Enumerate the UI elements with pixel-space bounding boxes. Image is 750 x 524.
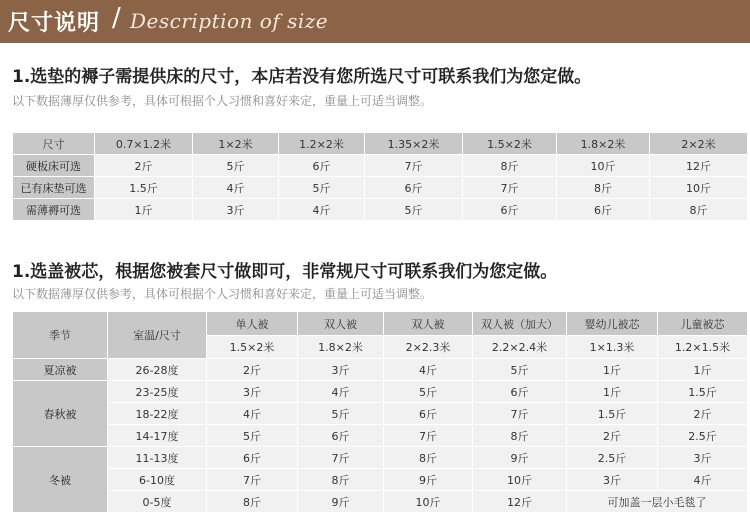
temperature-cell: 26-28度 xyxy=(108,359,207,381)
weight-cell: 6斤 xyxy=(473,381,567,403)
mattress-size-table xyxy=(12,132,748,221)
weight-cell: 1斤 xyxy=(95,199,193,221)
weight-cell: 6斤 xyxy=(384,403,473,425)
season-label: 春秋被 xyxy=(13,381,108,447)
weight-cell: 1斤 xyxy=(658,359,748,381)
table-row xyxy=(13,469,748,491)
weight-cell: 5斤 xyxy=(207,425,298,447)
weight-cell: 3斤 xyxy=(193,199,279,221)
weight-cell: 7斤 xyxy=(298,447,384,469)
weight-cell: 6斤 xyxy=(463,199,557,221)
weight-cell: 6斤 xyxy=(557,199,650,221)
banner-divider: / xyxy=(112,3,121,33)
quilt-size-header: 2×2.3米 xyxy=(384,336,473,359)
row-label: 硬板床可选 xyxy=(13,155,95,177)
quilt-weight-table xyxy=(12,311,748,513)
size-column-header: 0.7×1.2米 xyxy=(95,133,193,155)
temperature-cell: 11-13度 xyxy=(108,447,207,469)
size-column-header: 1.2×2米 xyxy=(279,133,365,155)
weight-cell: 10斤 xyxy=(557,155,650,177)
quilt-type-header: 婴幼儿被芯 xyxy=(567,312,658,336)
weight-cell: 8斤 xyxy=(298,469,384,491)
table-row xyxy=(13,155,748,177)
weight-cell: 2斤 xyxy=(95,155,193,177)
table-header-row xyxy=(13,312,748,336)
weight-cell: 4斤 xyxy=(279,199,365,221)
weight-cell: 8斤 xyxy=(207,491,298,513)
weight-cell: 3斤 xyxy=(658,447,748,469)
weight-cell: 10斤 xyxy=(650,177,748,199)
weight-cell: 7斤 xyxy=(365,155,463,177)
table-row xyxy=(13,199,748,221)
weight-cell: 3斤 xyxy=(207,381,298,403)
temperature-size-header: 室温/尺寸 xyxy=(108,312,207,359)
row-label: 需薄褥可选 xyxy=(13,199,95,221)
weight-cell: 1斤 xyxy=(567,381,658,403)
weight-cell: 4斤 xyxy=(207,403,298,425)
weight-cell: 9斤 xyxy=(384,469,473,491)
weight-cell: 2斤 xyxy=(207,359,298,381)
temperature-cell: 23-25度 xyxy=(108,381,207,403)
weight-cell: 5斤 xyxy=(298,403,384,425)
row-label: 已有床垫可选 xyxy=(13,177,95,199)
weight-cell: 6斤 xyxy=(207,447,298,469)
weight-cell: 4斤 xyxy=(384,359,473,381)
weight-cell: 2.5斤 xyxy=(658,425,748,447)
mattress-note: 以下数据薄厚仅供参考，具体可根据个人习惯和喜好来定，重量上可适当调整。 xyxy=(12,94,433,108)
table-row xyxy=(13,381,748,403)
quilt-type-header: 双人被 xyxy=(298,312,384,336)
weight-cell: 8斤 xyxy=(473,425,567,447)
weight-cell: 5斤 xyxy=(473,359,567,381)
table-row xyxy=(13,447,748,469)
table-row xyxy=(13,403,748,425)
weight-cell: 1斤 xyxy=(567,359,658,381)
weight-cell: 8斤 xyxy=(650,199,748,221)
quilt-size-header: 1.5×2米 xyxy=(207,336,298,359)
quilt-size-header: 1.8×2米 xyxy=(298,336,384,359)
season-header: 季节 xyxy=(13,312,108,359)
weight-cell: 12斤 xyxy=(650,155,748,177)
quilt-heading: 1.选盖被芯，根据您被套尺寸做即可，非常规尺寸可联系我们为您定做。 xyxy=(12,262,558,282)
weight-cell: 6斤 xyxy=(279,155,365,177)
weight-cell: 6斤 xyxy=(298,425,384,447)
mattress-heading: 1.选垫的褥子需提供床的尺寸，本店若没有您所选尺寸可联系我们为您定做。 xyxy=(12,67,592,87)
temperature-cell: 18-22度 xyxy=(108,403,207,425)
weight-cell: 2斤 xyxy=(658,403,748,425)
quilt-type-header: 双人被 xyxy=(384,312,473,336)
weight-cell: 2斤 xyxy=(567,425,658,447)
season-label: 冬被 xyxy=(13,447,108,513)
weight-cell: 3斤 xyxy=(567,469,658,491)
weight-cell: 3斤 xyxy=(298,359,384,381)
weight-cell: 4斤 xyxy=(298,381,384,403)
weight-cell: 8斤 xyxy=(463,155,557,177)
weight-cell: 5斤 xyxy=(193,155,279,177)
season-label: 夏凉被 xyxy=(13,359,108,381)
weight-cell: 2.5斤 xyxy=(567,447,658,469)
temperature-cell: 0-5度 xyxy=(108,491,207,513)
weight-cell: 1.5斤 xyxy=(658,381,748,403)
weight-cell: 1.5斤 xyxy=(95,177,193,199)
blanket-note: 可加盖一层小毛毯了 xyxy=(567,491,748,513)
weight-cell: 10斤 xyxy=(384,491,473,513)
weight-cell: 7斤 xyxy=(384,425,473,447)
quilt-note: 以下数据薄厚仅供参考，具体可根据个人习惯和喜好来定，重量上可适当调整。 xyxy=(12,287,433,301)
weight-cell: 7斤 xyxy=(473,403,567,425)
size-header: 尺寸 xyxy=(13,133,95,155)
quilt-size-header: 1×1.3米 xyxy=(567,336,658,359)
table-row xyxy=(13,491,748,513)
weight-cell: 9斤 xyxy=(298,491,384,513)
weight-cell: 10斤 xyxy=(473,469,567,491)
weight-cell: 6斤 xyxy=(365,177,463,199)
weight-cell: 8斤 xyxy=(557,177,650,199)
size-column-header: 1.8×2米 xyxy=(557,133,650,155)
quilt-type-header: 单人被 xyxy=(207,312,298,336)
size-column-header: 1.35×2米 xyxy=(365,133,463,155)
quilt-type-header: 双人被（加大） xyxy=(473,312,567,336)
table-row xyxy=(13,177,748,199)
weight-cell: 7斤 xyxy=(207,469,298,491)
title-banner xyxy=(0,0,750,43)
table-header-row xyxy=(13,133,748,155)
weight-cell: 5斤 xyxy=(365,199,463,221)
quilt-size-header: 2.2×2.4米 xyxy=(473,336,567,359)
weight-cell: 8斤 xyxy=(384,447,473,469)
quilt-size-header: 1.2×1.5米 xyxy=(658,336,748,359)
banner-title-en: Description of size xyxy=(130,9,329,33)
weight-cell: 4斤 xyxy=(658,469,748,491)
temperature-cell: 14-17度 xyxy=(108,425,207,447)
weight-cell: 4斤 xyxy=(193,177,279,199)
weight-cell: 5斤 xyxy=(384,381,473,403)
weight-cell: 7斤 xyxy=(463,177,557,199)
table-row xyxy=(13,425,748,447)
table-row xyxy=(13,359,748,381)
weight-cell: 5斤 xyxy=(279,177,365,199)
weight-cell: 9斤 xyxy=(473,447,567,469)
weight-cell: 1.5斤 xyxy=(567,403,658,425)
size-column-header: 2×2米 xyxy=(650,133,748,155)
size-column-header: 1.5×2米 xyxy=(463,133,557,155)
weight-cell: 12斤 xyxy=(473,491,567,513)
banner-title-cn: 尺寸说明 xyxy=(8,11,101,36)
temperature-cell: 6-10度 xyxy=(108,469,207,491)
quilt-type-header: 儿童被芯 xyxy=(658,312,748,336)
size-column-header: 1×2米 xyxy=(193,133,279,155)
